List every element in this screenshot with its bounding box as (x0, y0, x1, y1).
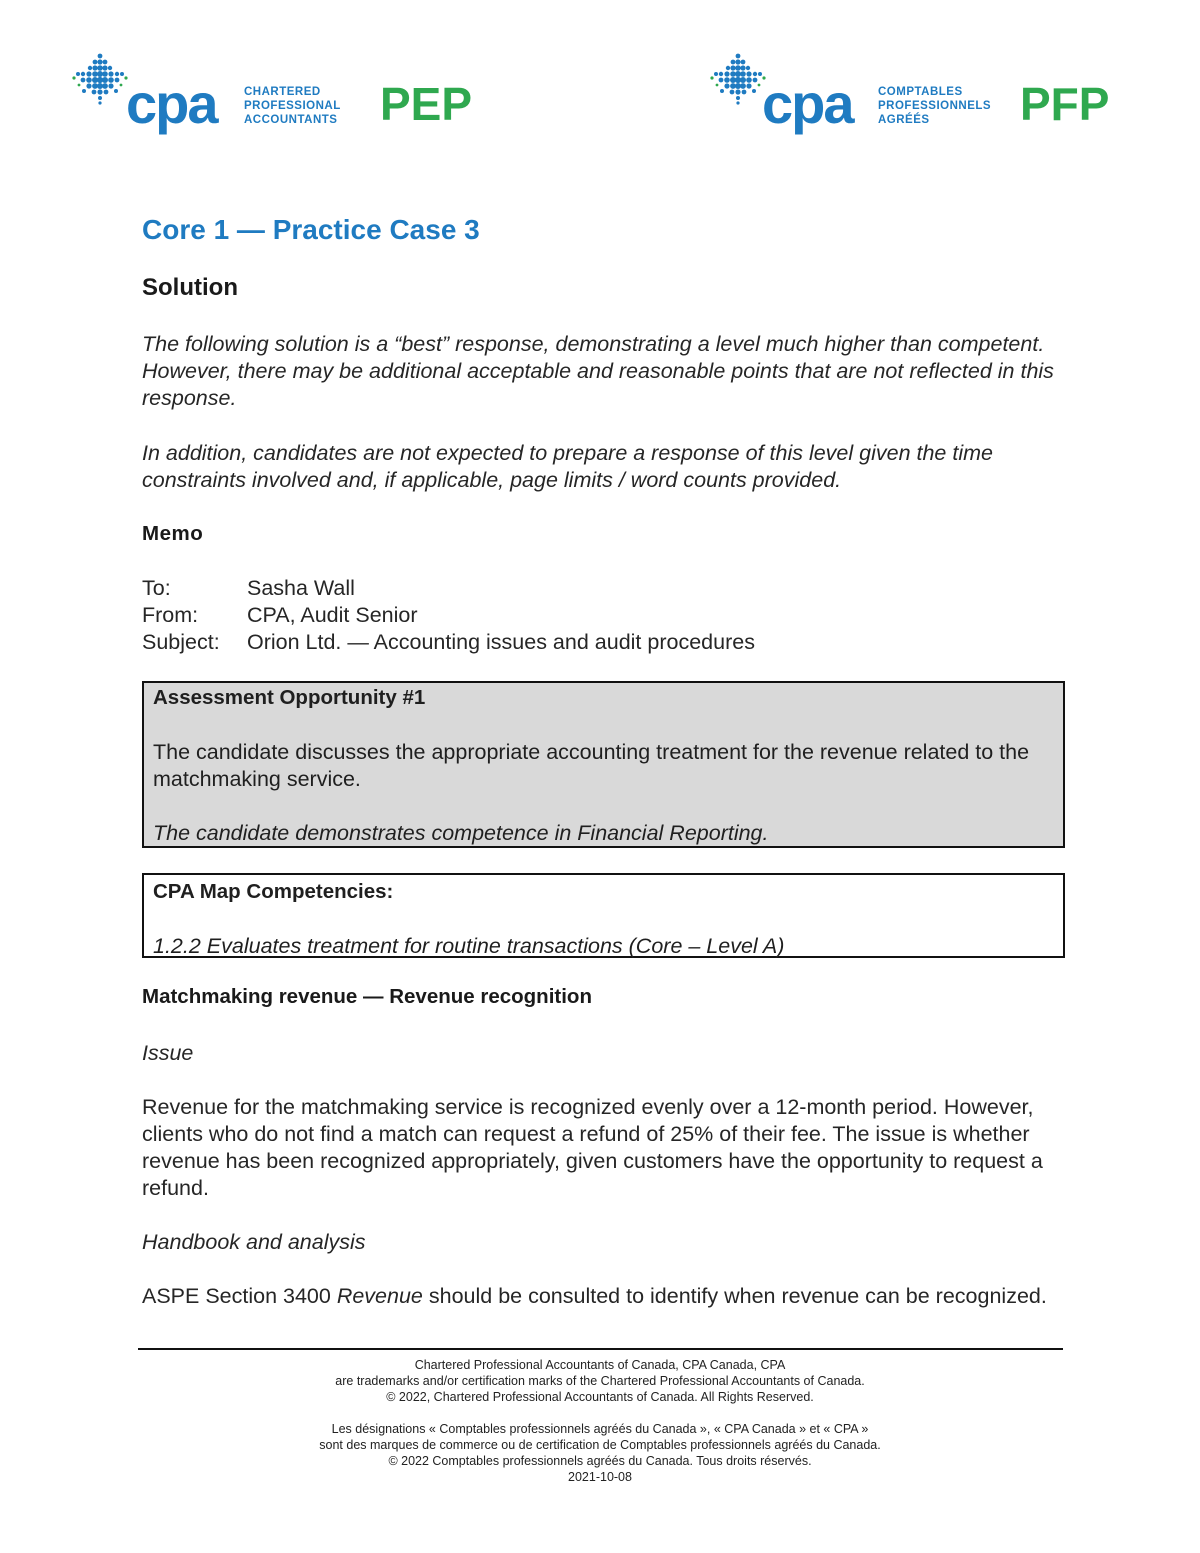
program-pep: PEP (380, 78, 473, 130)
assessment-opportunity-box (142, 681, 1065, 848)
memo-to-row (142, 576, 355, 601)
assessment-heading: Assessment Opportunity #1 (153, 686, 426, 709)
program-pfp: PFP (1020, 78, 1110, 130)
memo-subject-row (142, 630, 755, 655)
footer-english: Chartered Professional Accountants of Canada, CPA Canada, CPA are trademarks and/or certification marks of the Chartered Professional Accountants of Canada. © 2022, Chartered Professional Accountants of Canada. All Rights Reserved. (335, 1358, 865, 1404)
maple-leaf-icon (710, 52, 766, 112)
memo-subject-value: Orion Ltd. — Accounting issues and audit procedures (247, 630, 755, 654)
cpa-map-competencies-box (142, 873, 1065, 958)
issue-text: Revenue for the matchmaking service is recognized evenly over a 12-month period. However, clients who do not find a match can request a refund of 25% of their fee. The issue is whether revenue has been recognized appropriately, given customers have the opportunity to request a refund. (142, 1095, 1043, 1200)
memo-to-label: To: (142, 576, 171, 600)
analysis-label: Handbook and analysis (142, 1230, 366, 1254)
document-title: Core 1 — Practice Case 3 (142, 214, 480, 245)
footer-date: 2021-10-08 (568, 1470, 632, 1484)
logo-tagline: COMPTABLES PROFESSIONNELS AGRÉÉS (878, 86, 992, 126)
cpa-logo-english (72, 52, 492, 142)
memo-heading: Memo (142, 522, 204, 545)
memo-to-value: Sasha Wall (247, 576, 355, 600)
intro-paragraph-2: In addition, candidates are not expected to prepare a response of this level given the time constraints involved and, if applicable, page limits / word counts provided. (142, 441, 993, 492)
cpa-wordmark: cpa (126, 72, 217, 135)
memo-from-label: From: (142, 603, 199, 627)
footer-divider (138, 1348, 1063, 1350)
solution-heading: Solution (142, 274, 238, 301)
analysis-text: ASPE Section 3400 Revenue should be consulted to identify when revenue can be recognized. (142, 1284, 1047, 1308)
memo-from-value: CPA, Audit Senior (247, 603, 418, 627)
maple-leaf-icon (72, 52, 128, 112)
cpa-wordmark: cpa (762, 72, 853, 135)
assessment-text: The candidate discusses the appropriate accounting treatment for the revenue related to the matchmaking service. (153, 740, 1030, 791)
section-heading: Matchmaking revenue — Revenue recognition (142, 985, 592, 1008)
competency-item: 1.2.2 Evaluates treatment for routine transactions (Core – Level A) (153, 934, 785, 958)
logo-tagline: CHARTERED PROFESSIONAL ACCOUNTANTS (244, 86, 341, 126)
memo-from-row (142, 603, 418, 628)
intro-paragraph-1: The following solution is a “best” response, demonstrating a level much higher than competent. However, there may be additional acceptable and reasonable points that are not reflected in this response. (142, 332, 1054, 410)
issue-label: Issue (142, 1041, 194, 1065)
footer-french: Les désignations « Comptables professionnels agréés du Canada », « CPA Canada » et « CPA » sont des marques de commerce ou de certification de Comptables professionnels agréés du Canada. © 2022 Comptables professionnels agréés du Canada. Tous droits réservés. 2021-10-08 (150, 1421, 1050, 1485)
cpa-logo-french (710, 52, 1150, 142)
assessment-competence: The candidate demonstrates competence in Financial Reporting. (153, 821, 769, 845)
competencies-heading: CPA Map Competencies: (153, 880, 394, 903)
memo-subject-label: Subject: (142, 630, 220, 654)
